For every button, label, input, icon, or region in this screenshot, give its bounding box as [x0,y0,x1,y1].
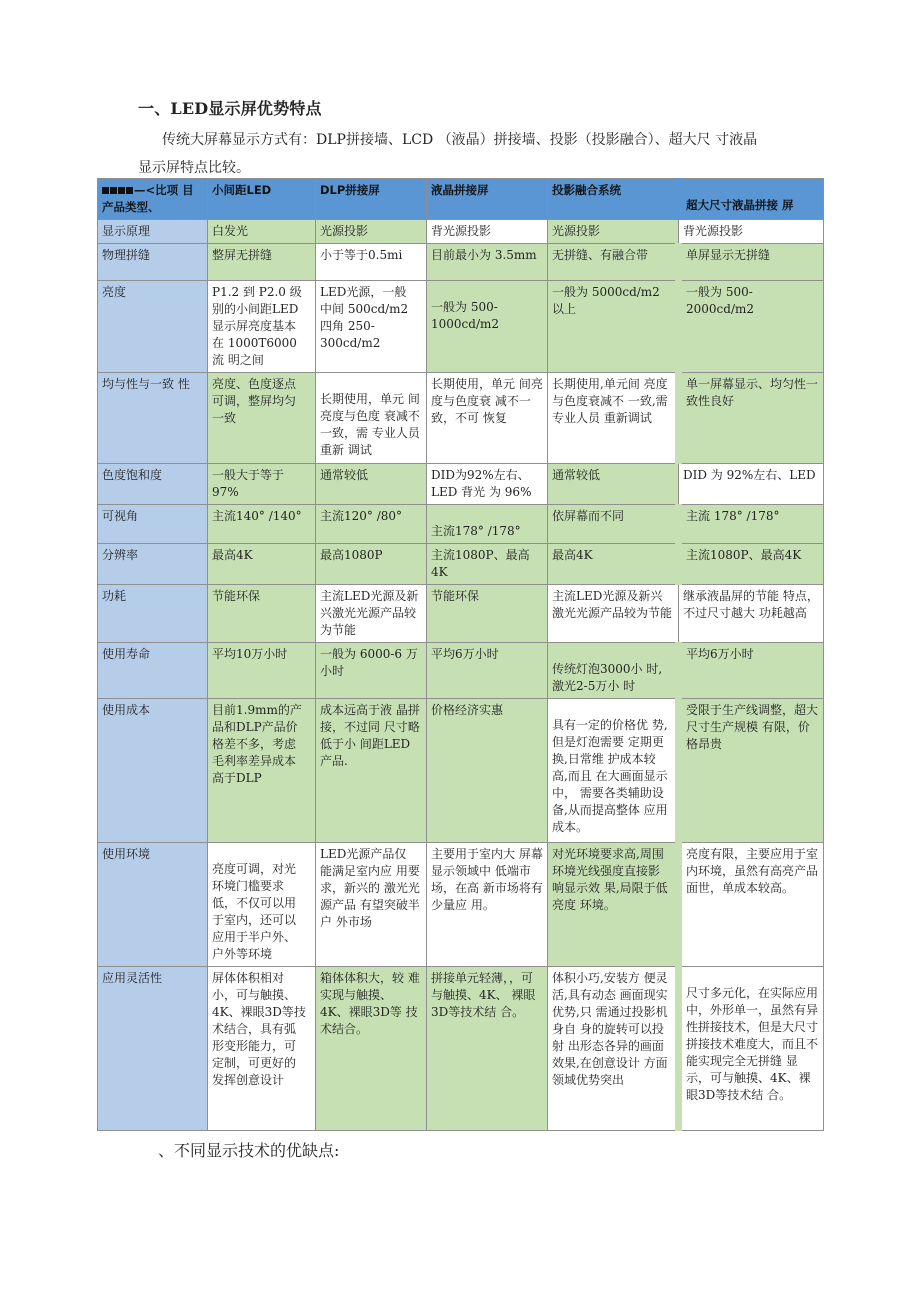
table-cell: DID 为 92%左右、LED [679,464,824,505]
table-cell: 亮度、色度逐点 可调，整屏均匀 一致 [208,373,316,464]
table-cell: 一般为 5000cd/m2 以上 [548,281,679,373]
table-cell: 一般为 500-2000cd/m2 [679,281,824,373]
table-cell: DID为92%左右、LED 背光 为 96% [427,464,548,505]
column-header: 液晶拼接屏 [427,179,548,220]
table-cell: 主流LED光源及新兴激光光源产品较为节能 [548,585,679,643]
table-cell: 无拼缝、有融合带 [548,244,679,281]
table-cell: 成本远高于液 晶拼接，不过同 尺寸略低于小 间距LED产品. [316,699,427,843]
table-cell: 整屏无拼缝 [208,244,316,281]
table-row [98,244,824,281]
row-label: 亮度 [98,281,208,373]
table-cell: 价格经济实惠 [427,699,548,843]
table-cell: P1.2 到 P2.0 级 别的小间距LED 显示屏亮度基本 在 1000T6000 流 明之间 [208,281,316,373]
row-label: 功耗 [98,585,208,643]
table-cell: LED光源，一般 中间 500cd/m2 四角 250-300cd/m2 [316,281,427,373]
row-label: 分辨率 [98,544,208,585]
section-heading: 一、LED显示屏优势特点 [138,99,322,118]
second-heading: 、不同显示技术的优缺点: [158,1141,340,1160]
table-cell: 屏体体积相对 小，可与触摸、 4K、裸眼3D等技 术结合，具有弧 形变形能力，可 定制，可更好的 发挥创意设计 [208,967,316,1131]
table-cell: 长期使用,单元间 亮度与色度衰减不 一致,需专业人员 重新调试 [548,373,679,464]
table-cell: 目前1.9mm的产 品和DLP产品价 格差不多，考虑 毛利率差异成本 高于DLP [208,699,316,843]
header-corner-text: —<比项 目 产品类型、 [102,183,194,214]
table-cell: 受限于生产线调整，超大尺寸生产规模 有限，价格昂贵 [679,699,824,843]
table-cell: 光源投影 [548,220,679,244]
intro-paragraph [138,126,828,182]
table-cell: 小于等于0.5mi [316,244,427,281]
row-label: 使用环境 [98,843,208,967]
row-label: 均与性与一致 性 [98,373,208,464]
table-cell: 背光源投影 [427,220,548,244]
table-cell: 主要用于室内大 屏幕显示领域中 低端市场，在高 新市场将有少量应 用。 [427,843,548,967]
table-cell: 继承液晶屏的节能 特点，不过尺寸越大 功耗越高 [679,585,824,643]
table-cell: 通常较低 [548,464,679,505]
table-row [98,373,824,464]
column-header: 小间距LED [208,179,316,220]
table-cell: 背光源投影 [679,220,824,244]
table-cell: 主流1080P、最高4K [679,544,824,585]
table-row [98,699,824,843]
table-row [98,464,824,505]
table-cell: 尺寸多元化，在实际应用中，外形单一，虽然有异性拼接技术，但是大尺寸拼接技术难度大，而且不能实现完全无拼缝 显示，可与触摸、4K、裸眼3D等技术结 合。 [679,967,824,1131]
table-cell: 最高4K [208,544,316,585]
table-cell: 传统灯泡3000小 时,激光2-5万小 时 [548,643,679,699]
table-cell: 主流178° /178° [427,505,548,544]
corner-squares-icon [102,183,134,197]
row-label: 使用成本 [98,699,208,843]
table-cell: 白发光 [208,220,316,244]
table-cell: 光源投影 [316,220,427,244]
table-cell: 主流LED光源及新兴激光光源产品较为节能 [316,585,427,643]
table-cell: 一般为 6000-6 万小时 [316,643,427,699]
column-header: 投影融合系统 [548,179,679,220]
header-corner-cell [98,179,208,220]
table-row [98,643,824,699]
table-row [98,505,824,544]
row-label: 可视角 [98,505,208,544]
table-cell: 节能环保 [208,585,316,643]
column-header: DLP拼接屏 [316,179,427,220]
table-cell: 主流140° /140° [208,505,316,544]
table-cell: 拼接单元轻薄，，可与触摸、4K、 裸眼3D等技术结 合。 [427,967,548,1131]
table-cell: 对光环境要求高,周围环境光线强度直接影响显示效 果,局限于低亮度 环境。 [548,843,679,967]
table-cell: 节能环保 [427,585,548,643]
row-label: 色度饱和度 [98,464,208,505]
table-row [98,281,824,373]
table-cell: 通常较低 [316,464,427,505]
table-cell: 单一屏幕显示、均匀性一致性良好 [679,373,824,464]
table-cell: 单屏显示无拼缝 [679,244,824,281]
table-cell: 具有一定的价格优 势,但是灯泡需要 定期更换,日常维 护成本较高,而且 在大画面显示中， 需要各类辅助设 备,从而提高整体 应用成本。 [548,699,679,843]
row-label: 显示原理 [98,220,208,244]
table-cell: 亮度有限，主要应用于室内环境，虽然有高亮产品面世，单成本较高。 [679,843,824,967]
column-header: 超大尺寸液晶拼接 屏 [679,179,824,220]
row-label: 物理拼缝 [98,244,208,281]
table-row [98,585,824,643]
row-label: 使用寿命 [98,643,208,699]
table-header-row [98,179,824,220]
intro-line-2: 显示屏特点比较。 [138,160,250,176]
table-cell: 最高1080P [316,544,427,585]
table-row [98,220,824,244]
table-cell: 一般为 500-1000cd/m2 [427,281,548,373]
table-cell: 亮度可调，对光 环境门槛要求 低，不仅可以用 于室内，还可以 应用于半户外、 户外等环境 [208,843,316,967]
table-cell: LED光源产品仅 能满足室内应 用要求，新兴的 激光光源产品 有望突破半户 外市场 [316,843,427,967]
comparison-table [97,178,824,1131]
table-cell: 主流 178° /178° [679,505,824,544]
row-label: 应用灵活性 [98,967,208,1131]
table-cell: 一般大于等于 97% [208,464,316,505]
table-row [98,843,824,967]
table-row [98,544,824,585]
table-cell: 目前最小为 3.5mm [427,244,548,281]
table-cell: 平均6万小时 [679,643,824,699]
table-cell: 平均6万小时 [427,643,548,699]
table-cell: 主流120° /80° [316,505,427,544]
table-cell: 长期使用，单元 间亮度与色度衰 减不一致，不可 恢复 [427,373,548,464]
table-cell: 最高4K [548,544,679,585]
table-cell: 体积小巧,安装方 便灵活,具有动态 画面现实优势,只 需通过投影机身自 身的旋转可以投射 出形态各异的画面 效果,在创意设计 方面领域优势突出 [548,967,679,1131]
table-cell: 依屏幕而不同 [548,505,679,544]
table-cell: 平均10万小时 [208,643,316,699]
table-cell: 主流1080P、最高4K [427,544,548,585]
table-cell: 箱体体积大，较 难实现与触摸、 4K、裸眼3D等 技术结合。 [316,967,427,1131]
intro-line-1: 传统大屏幕显示方式有：DLP拼接墙、LCD （液晶）拼接墙、投影（投影融合）、超大尺 寸液晶 [162,132,758,148]
table-row [98,967,824,1131]
table-cell: 长期使用，单元 间亮度与色度 衰减不一致，需 专业人员重新 调试 [316,373,427,464]
